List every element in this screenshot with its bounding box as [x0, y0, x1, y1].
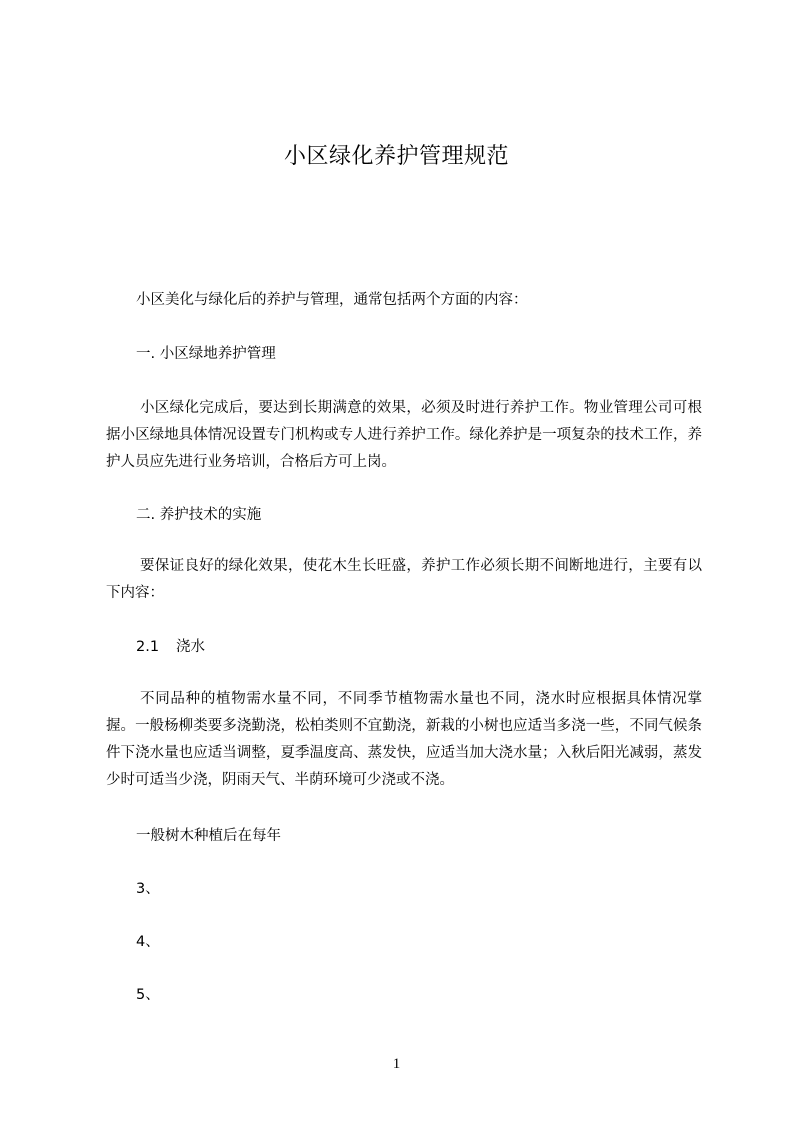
list-item: 3、	[136, 881, 160, 897]
section2-body: 要保证良好的绿化效果，使花木生长旺盛，养护工作必须长期不间断地进行，主要有以下内容：	[106, 558, 702, 601]
note-text: 一般树木种植后在每年	[136, 828, 281, 844]
list-item: 4、	[136, 934, 160, 950]
section2-heading: 二. 养护技术的实施	[136, 507, 262, 523]
page-number: 1	[392, 1056, 401, 1072]
subsection-heading	[136, 634, 205, 661]
section1-body: 小区绿化完成后，要达到长期满意的效果，必须及时进行养护工作。物业管理公司可根据小区绿地具体情况设置专门机构或专人进行养护工作。绿化养护是一项复杂的技术工作，养护人员应先进行业务培训，合格后方可上岗。	[106, 400, 702, 470]
subsection-title: 浇水	[176, 639, 205, 655]
subsection-number: 2.1	[136, 639, 160, 655]
page-title: 小区绿化养护管理规范	[283, 144, 509, 169]
subsection-body: 不同品种的植物需水量不同，不同季节植物需水量也不同，浇水时应根据具体情况掌握。一般杨柳类要多浇勤浇，松柏类则不宜勤浇，新栽的小树也应适当多浇一些，不同气候条件下浇水量也应适当调整，夏季温度高、蒸发快，应适当加大浇水量；入秋后阳光减弱，蒸发少时可适当少浇，阴雨天气、半荫环境可少浇或不浇。	[106, 691, 702, 788]
list-item: 5、	[136, 987, 160, 1003]
intro-text: 小区美化与绿化后的养护与管理，通常包括两个方面的内容：	[136, 292, 528, 308]
section1-heading: 一. 小区绿地养护管理	[136, 346, 276, 362]
